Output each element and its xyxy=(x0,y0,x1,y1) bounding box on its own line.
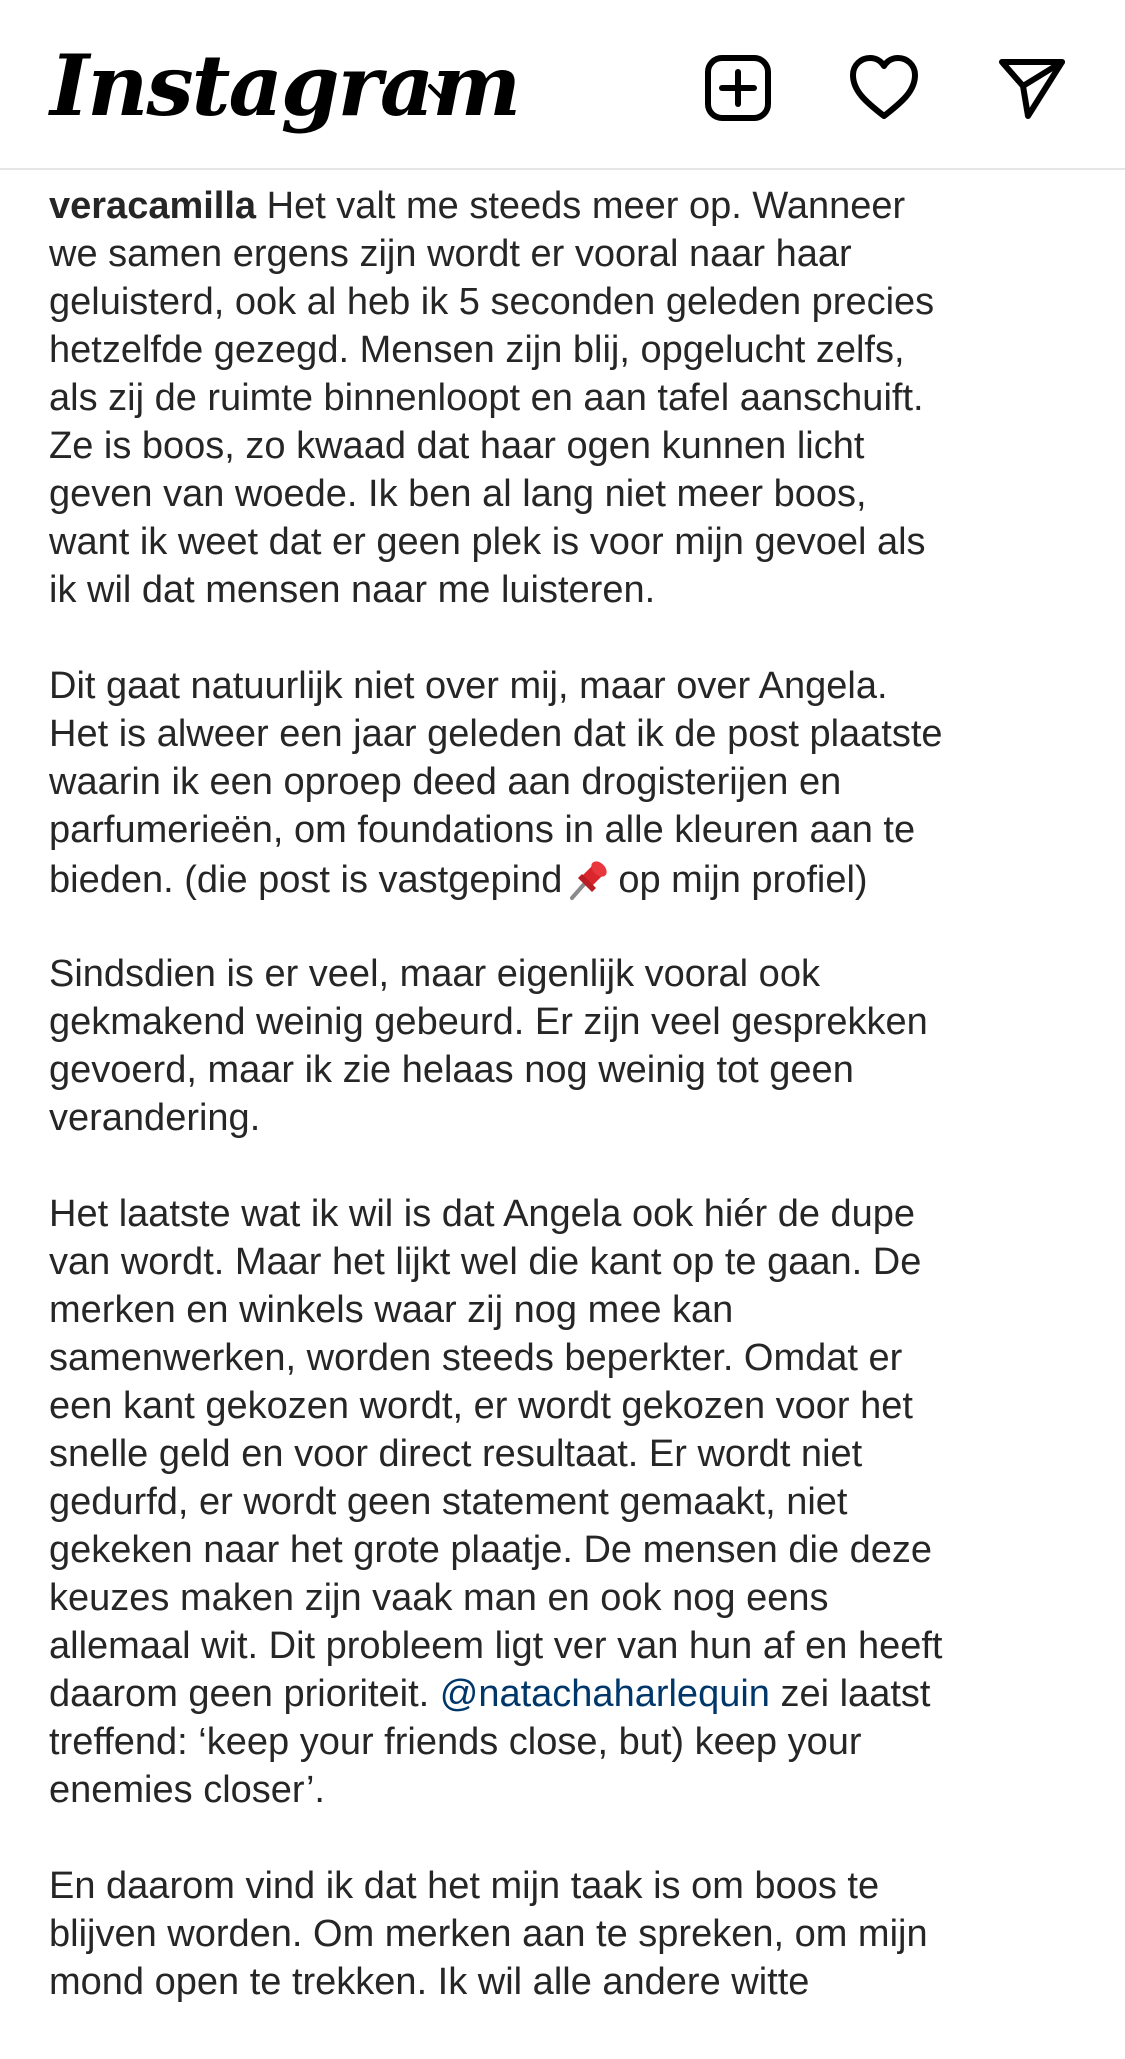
caption-line: Het is alweer een jaar geleden dat ik de post plaatste xyxy=(49,713,943,755)
caption-line: Het laatste wat ik wil is dat Angela ook hiér de dupe xyxy=(49,1193,916,1235)
caption-line: geven van woede. Ik ben al lang niet meer boos, xyxy=(49,473,867,515)
caption-line: als zij de ruimte binnenloopt en aan tafel aanschuift. xyxy=(49,377,924,419)
caption-paragraph-2 xyxy=(49,662,1089,902)
caption-line: van wordt. Maar het lijkt wel die kant op te gaan. De xyxy=(49,1241,922,1283)
caption-line: treffend: ‘keep your friends close, but) keep your xyxy=(49,1721,862,1763)
caption-paragraph-5 xyxy=(49,1862,1089,2006)
username-link[interactable]: veracamilla xyxy=(49,185,257,227)
caption-line: we samen ergens zijn wordt er vooral naar haar xyxy=(49,233,852,275)
caption-line: gedurfd, er wordt geen statement gemaakt, niet xyxy=(49,1481,848,1523)
caption-line: een kant gekozen wordt, er wordt gekozen voor het xyxy=(49,1385,913,1427)
caption-line: snelle geld en voor direct resultaat. Er wordt niet xyxy=(49,1433,863,1475)
caption-line: blijven worden. Om merken aan te spreken, om mijn xyxy=(49,1913,928,1955)
caption-line: samenwerken, worden steeds beperkter. Omdat er xyxy=(49,1337,903,1379)
caption-line: bieden. (die post is vastgepind op mijn profiel) xyxy=(49,854,1089,902)
direct-message-icon[interactable] xyxy=(996,52,1068,124)
caption-line: merken en winkels waar zij nog mee kan xyxy=(49,1289,734,1331)
caption-line: En daarom vind ik dat het mijn taak is om boos te xyxy=(49,1865,880,1907)
caption-line: gekeken naar het grote plaatje. De mensen die deze xyxy=(49,1529,933,1571)
caption-line: ik wil dat mensen naar me luisteren. xyxy=(49,569,656,611)
caption-line: daarom geen prioriteit. @natachaharlequin zei laatst xyxy=(49,1673,931,1715)
new-post-icon[interactable] xyxy=(702,52,774,124)
caption-line: gevoerd, maar ik zie helaas nog weinig tot geen xyxy=(49,1049,854,1091)
caption-line: parfumerieën, om foundations in alle kleuren aan te xyxy=(49,809,916,851)
caption-line: mond open te trekken. Ik wil alle andere witte xyxy=(49,1961,810,2003)
caption-paragraph-3 xyxy=(49,950,1089,1142)
caption-line: waarin ik een oproep deed aan drogisterijen en xyxy=(49,761,842,803)
pushpin-icon xyxy=(566,854,614,902)
caption-line: verandering. xyxy=(49,1097,261,1139)
caption-line: keuzes maken zijn vaak man en ook nog eens xyxy=(49,1577,829,1619)
caption-paragraph-4 xyxy=(49,1190,1089,1814)
caption-line: enemies closer’. xyxy=(49,1769,325,1811)
caption-paragraph-1 xyxy=(49,182,1089,614)
caption-line: veracamilla Het valt me steeds meer op. Wanneer xyxy=(49,185,906,227)
caption-line: hetzelfde gezegd. Mensen zijn blij, opgelucht zelfs, xyxy=(49,329,905,371)
chevron-down-icon[interactable] xyxy=(422,72,462,112)
post-caption xyxy=(49,182,1089,2054)
caption-line: Ze is boos, zo kwaad dat haar ogen kunnen licht xyxy=(49,425,865,467)
heart-icon[interactable] xyxy=(848,52,920,124)
caption-line: Dit gaat natuurlijk niet over mij, maar over Angela. xyxy=(49,665,888,707)
app-header xyxy=(0,0,1125,170)
caption-line: Sindsdien is er veel, maar eigenlijk vooral ook xyxy=(49,953,820,995)
caption-line: want ik weet dat er geen plek is voor mijn gevoel als xyxy=(49,521,926,563)
caption-line: geluisterd, ook al heb ik 5 seconden geleden precies xyxy=(49,281,935,323)
caption-line: gekmakend weinig gebeurd. Er zijn veel gesprekken xyxy=(49,1001,928,1043)
caption-line: allemaal wit. Dit probleem ligt ver van hun af en heeft xyxy=(49,1625,943,1667)
instagram-logo[interactable]: Instagram xyxy=(50,35,520,135)
mention-link[interactable]: @natachaharlequin xyxy=(439,1673,770,1715)
